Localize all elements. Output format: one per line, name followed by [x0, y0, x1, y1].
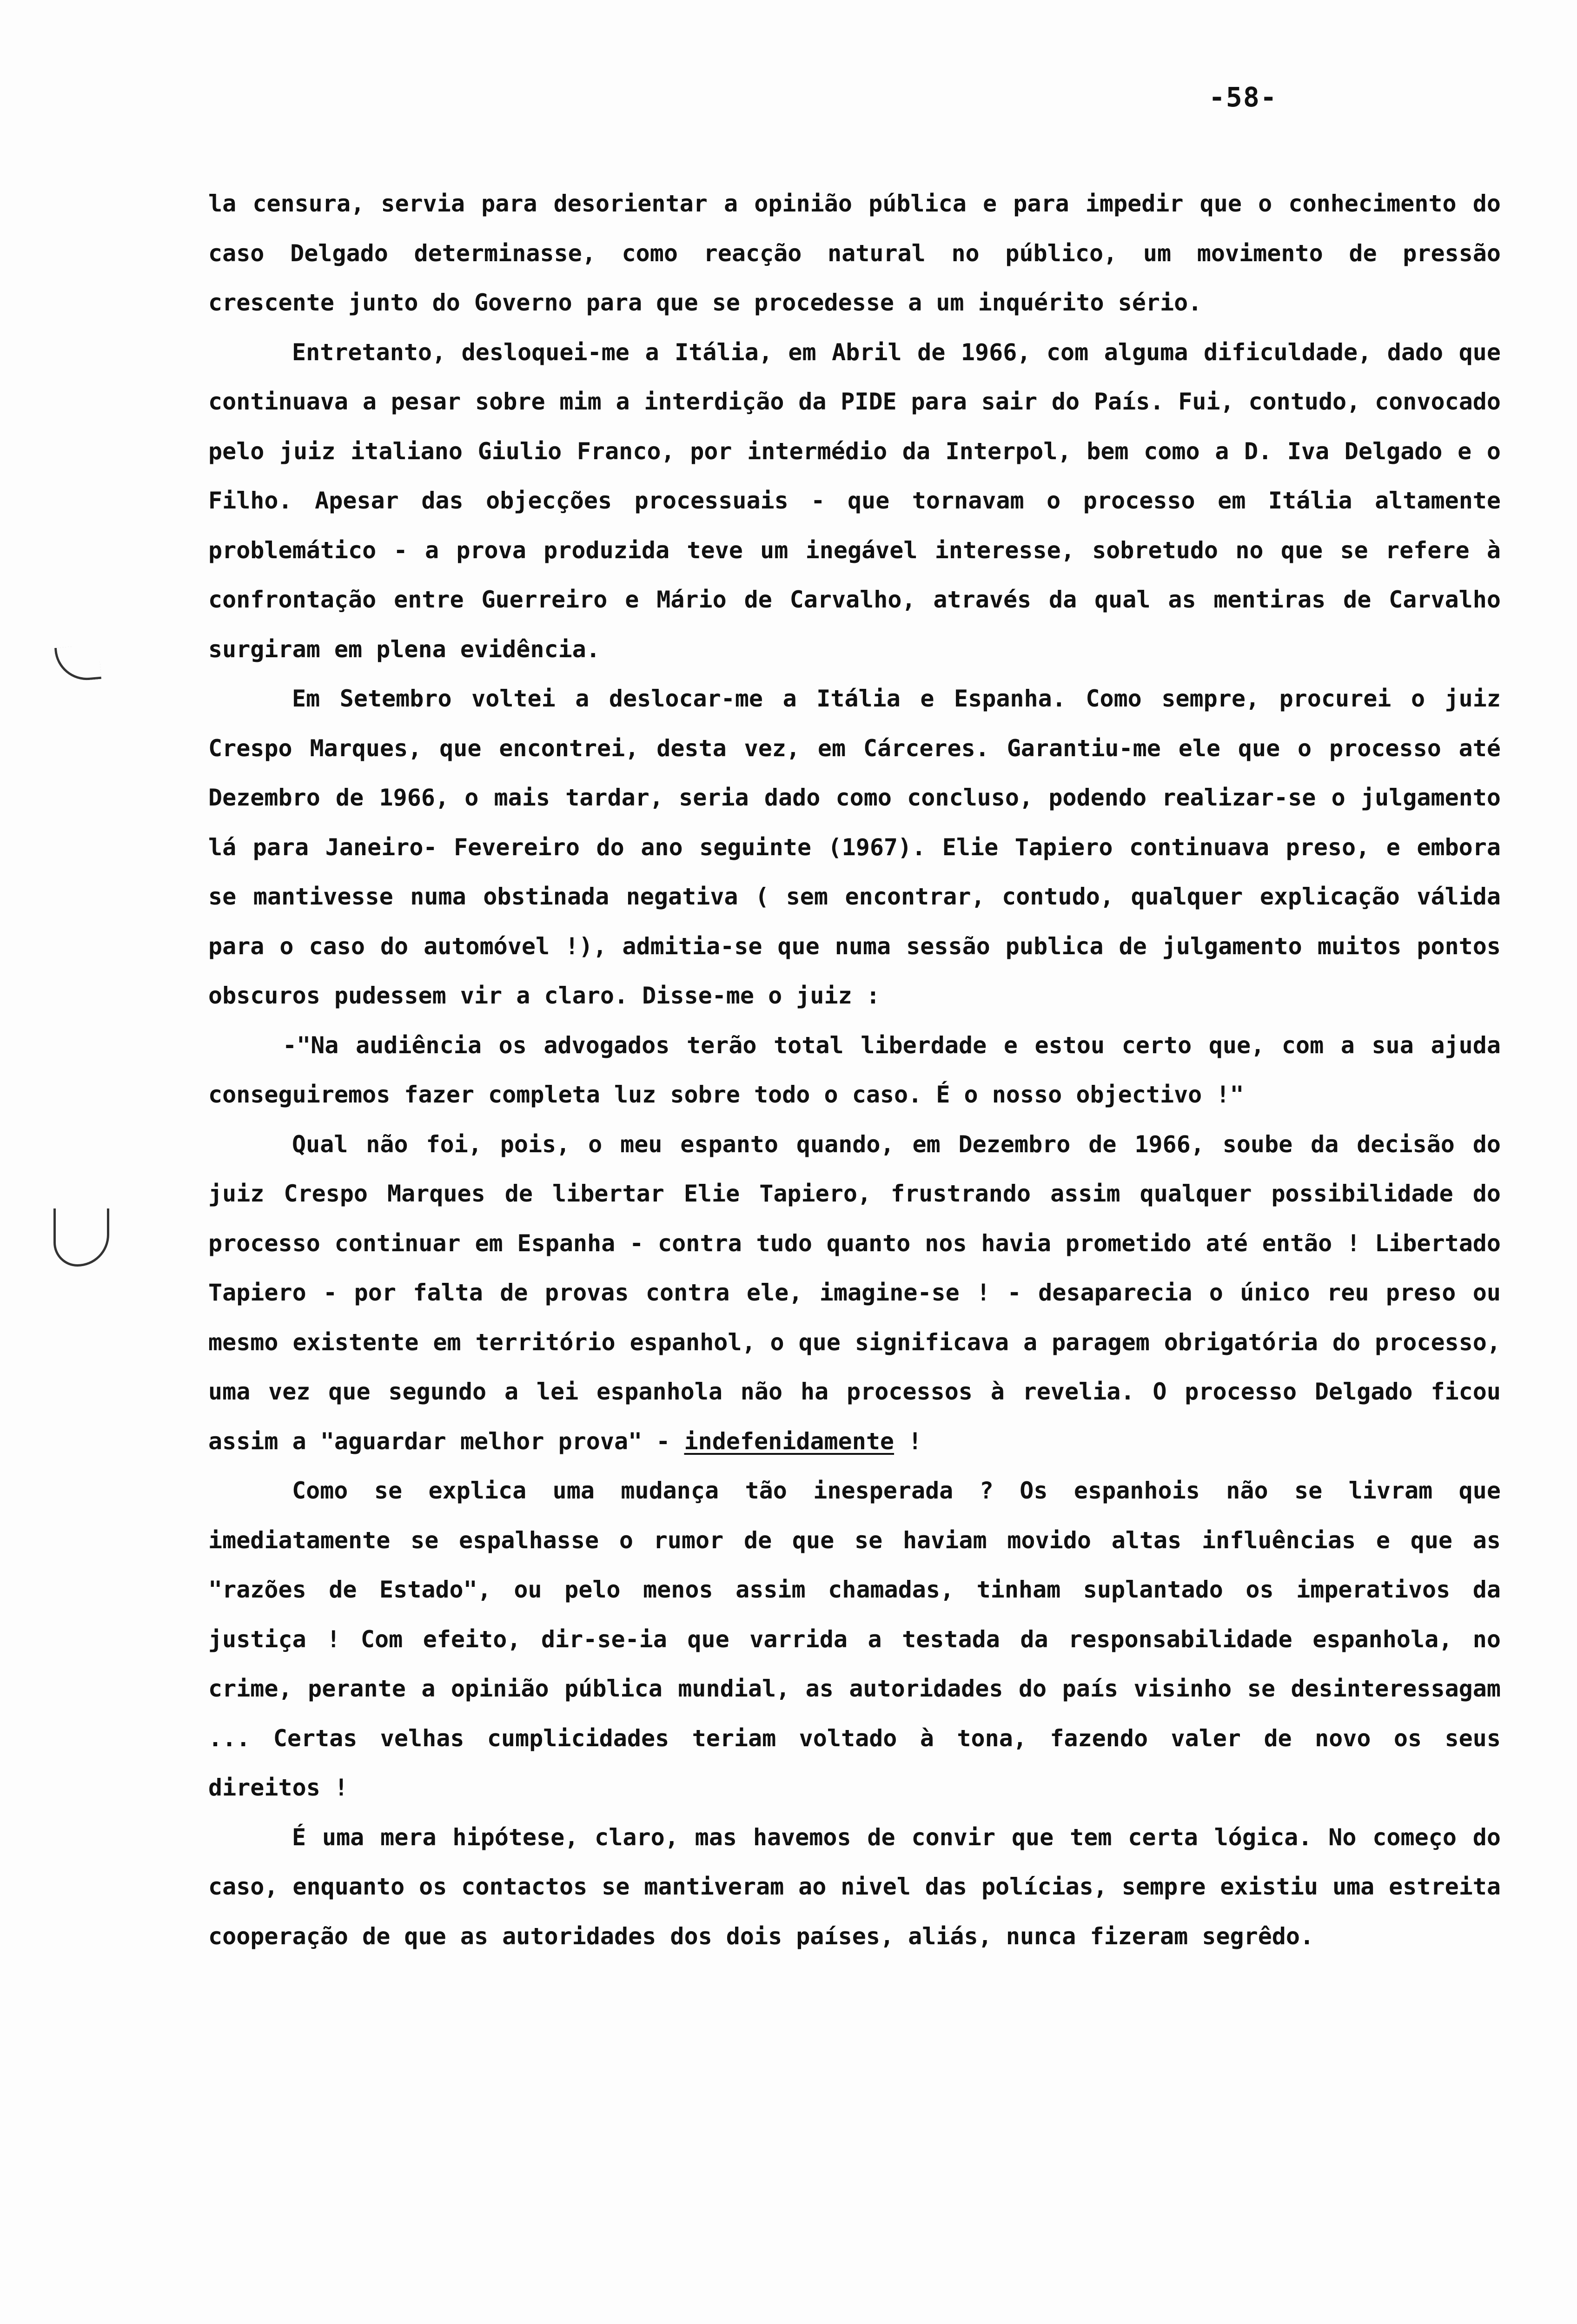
underlined-word: indefenidamente: [684, 1427, 895, 1455]
paragraph: [208, 1120, 1501, 1466]
paragraph: la censura, servia para desorientar a opinião pública e para impedir que o conhecimento do caso Delgado determinasse, como reacção natural no público, um movimento de pressão crescente junto do Governo para que se procedesse a um inquérito sério.: [208, 190, 1501, 316]
paragraph-text: Qual não foi, pois, o meu espanto quando, em Dezembro de 1966, soube da decisão do juiz Crespo Marques de libertar Elie Tapiero, frustrando assim qualquer possibilidade do processo continuar em Espanha - contra tudo quanto nos havia prometido até então ! Libertado Tapiero - por falta de provas contra ele, imagine-se ! - desaparecia o único reu preso ou mesmo existente em território espanhol, o que significava a paragem obrigatória do processo, uma vez que segundo a lei espanhola não ha processos à revelia. O processo Delgado ficou assim a "aguardar melhor prova" -: [208, 1130, 1501, 1455]
paragraph-text-end: !: [894, 1427, 922, 1455]
page-number: -58-: [1209, 81, 1278, 113]
margin-pencil-mark: [54, 644, 101, 683]
paragraph: Entretanto, desloquei-me a Itália, em Abril de 1966, com alguma dificuldade, dado que continuava a pesar sobre mim a interdição da PIDE para sair do País. Fui, contudo, convocado pelo juiz italiano Giulio Franco, por intermédio da Interpol, bem como a D. Iva Delgado e o Filho. Apesar das objecções processuais - que tornavam o processo em Itália altamente problemático - a prova produzida teve um inegável interesse, sobretudo no que se refere à confrontação entre Guerreiro e Mário de Carvalho, através da qual as mentiras de Carvalho surgiram em plena evidência.: [208, 338, 1501, 663]
quoted-speech: -"Na audiência os advogados terão total liberdade e estou certo que, com a sua ajuda conseguiremos fazer completa luz sobre todo o caso. É o nosso objectivo !": [208, 1031, 1501, 1108]
paragraph: Como se explica uma mudança tão inesperada ? Os espanhois não se livram que imediatamente se espalhasse o rumor de que se haviam movido altas influências e que as "razões de Estado", ou pelo menos assim chamadas, tinham suplantado os imperativos da justiça ! Com efeito, dir-se-ia que varrida a testada da responsabilidade espanhola, no crime, perante a opinião pública mundial, as autoridades do país visinho se desinteressagam ... Certas velhas cumplicidades teriam voltado à tona, fazendo valer de novo os seus direitos !: [208, 1477, 1501, 1801]
paragraph: É uma mera hipótese, claro, mas havemos de convir que tem certa lógica. No começo do caso, enquanto os contactos se mantiveram ao nivel das polícias, sempre existiu uma estreita cooperação de que as autoridades dos dois países, aliás, nunca fizeram segrêdo.: [208, 1823, 1501, 1950]
margin-pencil-mark: [53, 1208, 109, 1267]
paragraph: Em Setembro voltei a deslocar-me a Itália e Espanha. Como sempre, procurei o juiz Crespo Marques, que encontrei, desta vez, em Cárceres. Garantiu-me ele que o processo até Dezembro de 1966, o mais tardar, seria dado como concluso, podendo realizar-se o julgamento lá para Janeiro- Fevereiro do ano seguinte (1967). Elie Tapiero continuava preso, e embora se mantivesse numa obstinada negativa ( sem encontrar, contudo, qualquer explicação válida para o caso do automóvel !), admitia-se que numa sessão publica de julgamento muitos pontos obscuros pudessem vir a claro. Disse-me o juiz :: [208, 685, 1501, 1009]
body-text: [208, 179, 1501, 1961]
